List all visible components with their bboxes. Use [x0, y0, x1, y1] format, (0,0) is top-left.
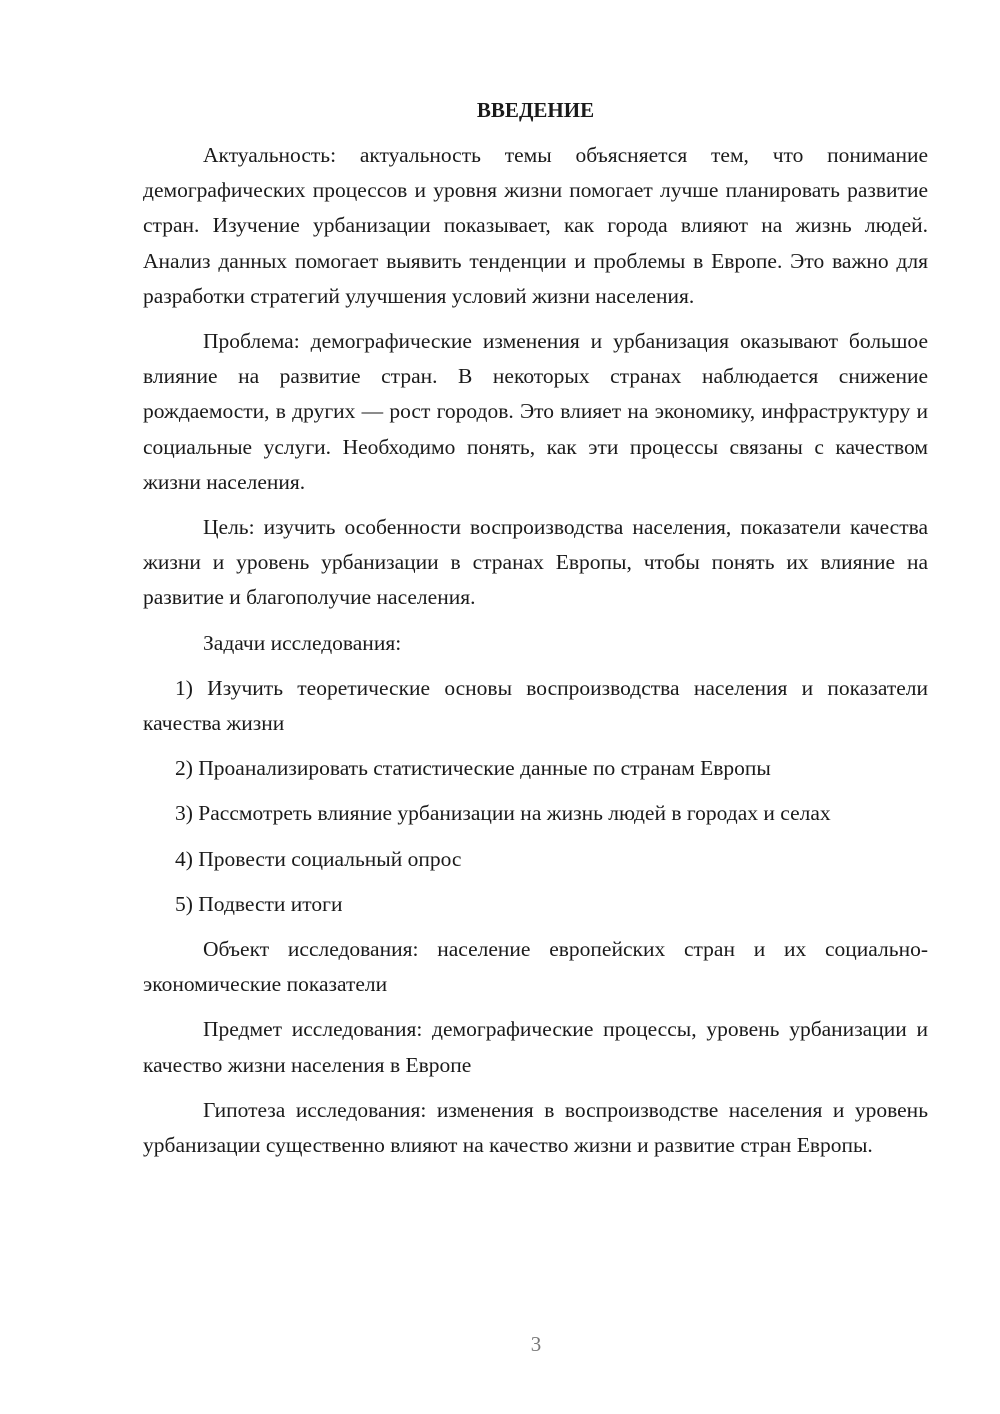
paragraph-tasks-heading: Задачи исследования:: [203, 630, 402, 655]
paragraph-subject: Предмет исследования: демографические процессы, уровень урбанизации и качество жизни населения в Европе: [143, 1017, 928, 1077]
paragraph-relevance: Актуальность: актуальность темы объясняется тем, что понимание демографических процессов и уровня жизни помогает лучше планировать развитие стран. Изучение урбанизации показывает, как города влияют на жизнь людей. Анализ данных помогает выявить тенденции и проблемы в Европе. Это важно для разработки стратегий улучшения условий жизни населения.: [143, 143, 928, 308]
document-body: [143, 92, 928, 1173]
task-item-3: 3) Рассмотреть влияние урбанизации на жизнь людей в городах и селах: [175, 801, 831, 826]
document-title: ВВЕДЕНИЕ: [476, 98, 595, 122]
page-number: 3: [530, 1332, 542, 1356]
paragraph-object: Объект исследования: население европейских стран и их социально-экономические показатели: [143, 937, 928, 997]
paragraph-goal: Цель: изучить особенности воспроизводства населения, показатели качества жизни и уровень урбанизации в странах Европы, чтобы понять их влияние на развитие и благополучие населения.: [143, 515, 928, 610]
task-item-4: 4) Провести социальный опрос: [175, 846, 462, 871]
task-item-2: 2) Проанализировать статистические данные по странам Европы: [175, 756, 771, 781]
paragraph-hypothesis: Гипотеза исследования: изменения в воспроизводстве населения и уровень урбанизации существенно влияют на качество жизни и развитие стран Европы.: [143, 1097, 928, 1158]
task-item-1: 1) Изучить теоретические основы воспроизводства населения и показатели качества жизни: [143, 675, 928, 736]
task-item-5: 5) Подвести итоги: [175, 891, 343, 916]
paragraph-problem: Проблема: демографические изменения и урбанизация оказывают большое влияние на развитие стран. В некоторых странах наблюдается снижение рождаемости, в других — рост городов. Это влияет на экономику, инфраструктуру и социальные услуги. Необходимо понять, как эти процессы связаны с качеством жизни населения.: [143, 329, 928, 494]
